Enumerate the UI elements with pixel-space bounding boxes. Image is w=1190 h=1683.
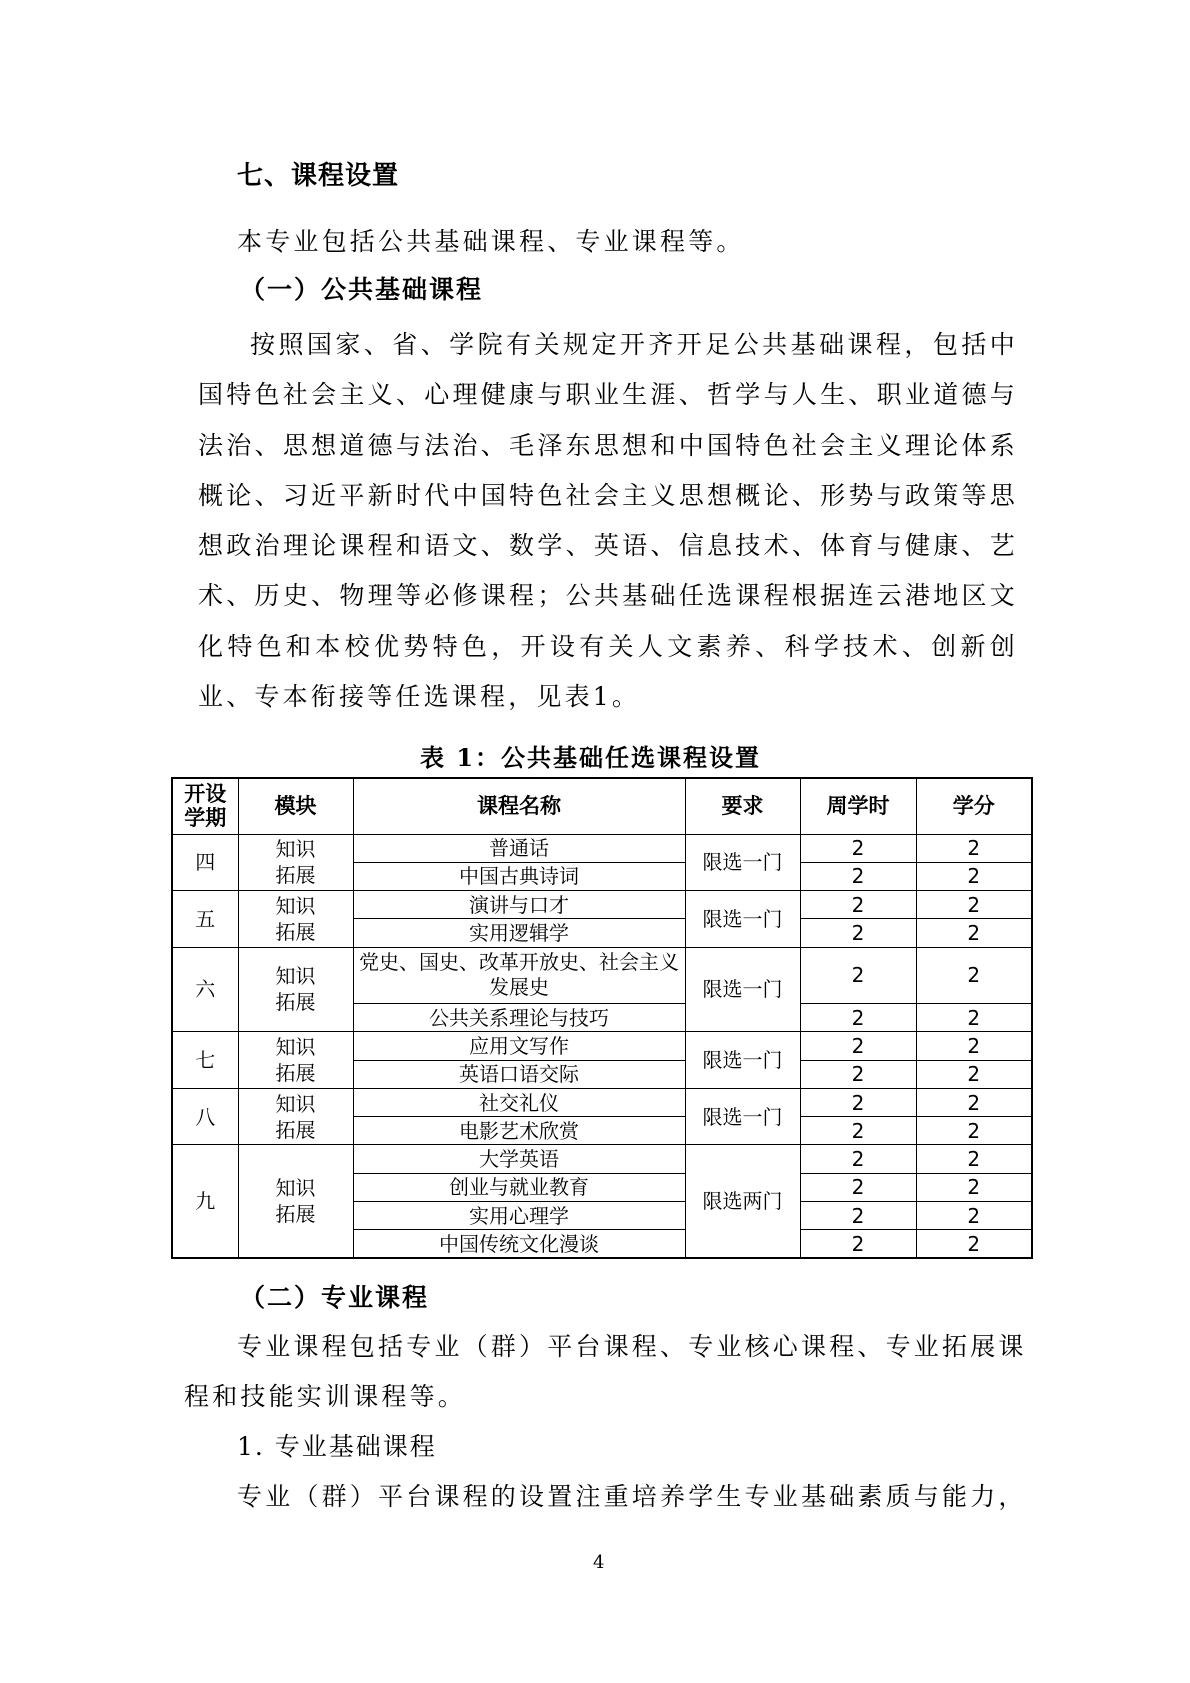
requirement-cell: 限选一门: [685, 947, 800, 1032]
hours-cell: 2: [800, 1145, 916, 1173]
table-row: [172, 1145, 1032, 1173]
term-cell: 八: [172, 1088, 238, 1145]
course-cell: 中国传统文化漫谈: [353, 1230, 685, 1258]
module-cell: 知识拓展: [238, 947, 353, 1032]
credits-cell: 2: [916, 1004, 1032, 1032]
course-cell: 实用心理学: [353, 1201, 685, 1229]
table-row: [172, 1032, 1032, 1060]
course-cell: 实用逻辑学: [353, 919, 685, 947]
course-cell: 党史、国史、改革开放史、社会主义发展史: [353, 947, 685, 1004]
credits-cell: 2: [916, 891, 1032, 919]
course-cell: 演讲与口才: [353, 891, 685, 919]
hours-cell: 2: [800, 1117, 916, 1145]
course-cell: 电影艺术欣赏: [353, 1117, 685, 1145]
table-row: [172, 1088, 1032, 1116]
intro-text: 本专业包括公共基础课程、专业课程等。: [237, 227, 745, 256]
table-row: [172, 891, 1032, 919]
term-cell: 四: [172, 834, 238, 891]
table-row: [172, 947, 1032, 1004]
course-cell: 创业与就业教育: [353, 1173, 685, 1201]
credits-cell: 2: [916, 1088, 1032, 1116]
requirement-cell: 限选两门: [685, 1145, 800, 1258]
course-cell: 英语口语交际: [353, 1060, 685, 1088]
hours-cell: 2: [800, 1230, 916, 1258]
hours-cell: 2: [800, 919, 916, 947]
course-cell: 中国古典诗词: [353, 862, 685, 890]
hours-cell: 2: [800, 1032, 916, 1060]
credits-cell: 2: [916, 1117, 1032, 1145]
module-cell: 知识拓展: [238, 1145, 353, 1258]
term-cell: 七: [172, 1032, 238, 1089]
course-cell: 大学英语: [353, 1145, 685, 1173]
section2-title: （二）专业课程: [240, 1283, 430, 1312]
section2-paragraph-line2: 程和技能实训课程等。: [184, 1382, 467, 1411]
credits-cell: 2: [916, 1230, 1032, 1258]
credits-cell: 2: [916, 947, 1032, 1004]
hours-cell: 2: [800, 1088, 916, 1116]
elective-course-table: [171, 777, 1033, 1259]
hours-cell: 2: [800, 834, 916, 862]
table-header-row: [172, 778, 1032, 834]
term-cell: 五: [172, 891, 238, 948]
course-cell: 普通话: [353, 834, 685, 862]
module-cell: 知识拓展: [238, 1032, 353, 1089]
header-course: 课程名称: [353, 778, 685, 834]
module-cell: 知识拓展: [238, 834, 353, 891]
section2-paragraph-line1: 专业课程包括专业（群）平台课程、专业核心课程、专业拓展课: [237, 1332, 1027, 1361]
requirement-cell: 限选一门: [685, 1088, 800, 1145]
header-weekly-hours: 周学时: [800, 778, 916, 834]
credits-cell: 2: [916, 1032, 1032, 1060]
page-number: 4: [593, 1552, 605, 1573]
module-cell: 知识拓展: [238, 1088, 353, 1145]
credits-cell: 2: [916, 834, 1032, 862]
credits-cell: 2: [916, 1173, 1032, 1201]
course-cell: 社交礼仪: [353, 1088, 685, 1116]
credits-cell: 2: [916, 919, 1032, 947]
requirement-cell: 限选一门: [685, 891, 800, 948]
subsection-title: 1. 专业基础课程: [237, 1432, 437, 1461]
section1-paragraph: 按照国家、省、学院有关规定开齐开足公共基础课程，包括中国特色社会主义、心理健康与职业生涯、哲学与人生、职业道德与法治、思想道德与法治、毛泽东思想和中国特色社会主义理论体系概论、习近平新时代中国特色社会主义思想概论、形势与政策等思想政治理论课程和语文、数学、英语、信息技术、体育与健康、艺术、历史、物理等必修课程；公共基础任选课程根据连云港地区文化特色和本校优势特色，开设有关人文素养、科学技术、创新创业、专本衔接等任选课程，见表1。: [198, 330, 1018, 712]
table-row: [172, 834, 1032, 862]
hours-cell: 2: [800, 1173, 916, 1201]
credits-cell: 2: [916, 1060, 1032, 1088]
table-caption: 表 1：公共基础任选课程设置: [420, 743, 762, 772]
credits-cell: 2: [916, 1201, 1032, 1229]
hours-cell: 2: [800, 1201, 916, 1229]
module-cell: 知识拓展: [238, 891, 353, 948]
hours-cell: 2: [800, 1004, 916, 1032]
header-credits: 学分: [916, 778, 1032, 834]
requirement-cell: 限选一门: [685, 834, 800, 891]
section-heading: 七、课程设置: [237, 161, 400, 191]
header-module: 模块: [238, 778, 353, 834]
hours-cell: 2: [800, 891, 916, 919]
credits-cell: 2: [916, 1145, 1032, 1173]
subsection-paragraph-line1: 专业（群）平台课程的设置注重培养学生专业基础素质与能力，: [237, 1482, 1027, 1511]
hours-cell: 2: [800, 1060, 916, 1088]
term-cell: 六: [172, 947, 238, 1032]
course-cell: 应用文写作: [353, 1032, 685, 1060]
course-cell: 公共关系理论与技巧: [353, 1004, 685, 1032]
section1-title: （一）公共基础课程: [240, 275, 484, 304]
hours-cell: 2: [800, 947, 916, 1004]
credits-cell: 2: [916, 862, 1032, 890]
term-cell: 九: [172, 1145, 238, 1258]
requirement-cell: 限选一门: [685, 1032, 800, 1089]
hours-cell: 2: [800, 862, 916, 890]
header-term: 开设学期: [172, 778, 238, 834]
header-requirement: 要求: [685, 778, 800, 834]
